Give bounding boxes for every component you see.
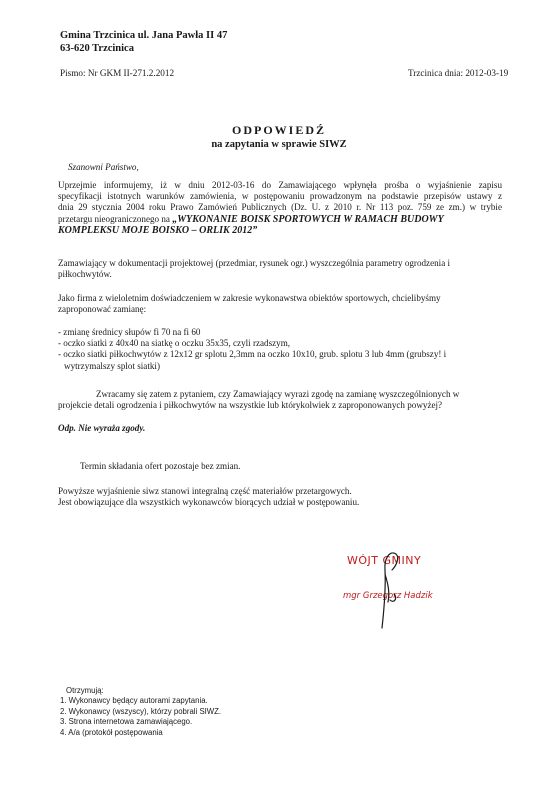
list-item: - zmianę średnicy słupów fi 70 na fi 60: [58, 327, 201, 337]
answer: Odp. Nie wyraża zgody.: [58, 423, 146, 433]
intro-paragraph: [58, 180, 502, 236]
project-name-cont: KOMPLEKSU MOJE BOISKO – ORLIK 2012”: [58, 224, 258, 236]
intro-text: przetargu nieograniczonego na: [58, 213, 173, 224]
reference-number: Pismo: Nr GKM II-271.2.2012: [60, 68, 175, 78]
recipient-item: 3. Strona internetowa zamawiającego.: [60, 717, 193, 727]
recipients-heading: Otrzymują:: [66, 686, 104, 695]
recipient-item: 4. A/a (protokół postępowania: [60, 727, 163, 737]
stamp-title: WÓJT GMINY: [347, 554, 422, 567]
para-line: zaproponować zamianę:: [58, 304, 147, 315]
list-item: - oczko siatki piłkochwytów z 12x12 gr splotu 2,3mm na oczko 10x10, grub. splotu 3 lub 4mm (grubszy! i: [58, 349, 447, 360]
recipient-item: 2. Wykonawcy (wszyscy), którzy pobrali SIWZ.: [60, 706, 222, 716]
question-paragraph: [58, 389, 459, 411]
recipient-item: 1. Wykonawcy będący autorami zapytania.: [60, 696, 208, 706]
recipients-list: [60, 686, 221, 738]
sender-address-line2: 63-620 Trzcinica: [60, 43, 134, 54]
document-title: ODPOWIEDŹ: [231, 123, 326, 137]
para-line: piłkochwytów.: [58, 269, 112, 280]
para-documentation: [58, 258, 450, 280]
closing-line: Powyższe wyjaśnienie siwz stanowi integralną część materiałów przetargowych.: [58, 486, 352, 496]
intro-line: Uprzejmie informujemy, iż w dniu 2012-03-16 do Zamawiającego wpłynęła prośba o wyjaśnienie zapisu: [58, 180, 502, 190]
intro-line: specyfikacji istotnych warunków zamówienia, w postępowaniu prowadzonym na podstawie przepisów ustawy z: [58, 191, 502, 202]
intro-line: dnia 29 stycznia 2004 roku Prawo Zamówień Publicznych (Dz. U. z 2010 r. Nr 113 poz. 759 ze zm.) w trybie: [58, 202, 502, 213]
letter-date: Trzcinica dnia: 2012-03-19: [408, 68, 509, 78]
list-item: - oczko siatki z 40x40 na siatkę o oczku 35x35, czyli rzadszym,: [58, 338, 291, 349]
project-name: „WYKONANIE BOISK SPORTOWYCH W RAMACH BUDOWY: [172, 213, 444, 225]
deadline-note: Termin składania ofert pozostaje bez zmian.: [80, 461, 241, 471]
list-item: wytrzymalszy splot siatki): [64, 360, 160, 371]
closing-line: Jest obowiązujące dla wszystkich wykonawców biorących udział w postępowaniu.: [58, 497, 360, 508]
question-line: Zwracamy się zatem z pytaniem, czy Zamawiający wyrazi zgodę na zamianę wyszczególnionych w: [96, 389, 460, 399]
proposed-changes-list: [58, 327, 446, 372]
closing-paragraph: [58, 486, 359, 508]
handwritten-signature: [360, 540, 420, 640]
intro-line: [58, 214, 502, 225]
stamp-name: mgr Grzegorz Hadzik: [343, 591, 433, 601]
sender-address-line1: Gmina Trzcinica ul. Jana Pawła II 47: [60, 30, 228, 41]
salutation: Szanowni Państwo,: [68, 162, 139, 172]
document-subtitle: na zapytania w sprawie SIWZ: [211, 139, 347, 150]
para-line: Zamawiający w dokumentacji projektowej (przedmiar, rysunek ogr.) wyszczególnia parametry ogrodzenia i: [58, 258, 451, 268]
para-line: Jako firma z wieloletnim doświadczeniem w zakresie wykonawstwa obiektów sportowych, chcielibyśmy: [58, 293, 441, 303]
para-proposal: [58, 293, 441, 315]
question-line: projekcie detali ogrodzenia i piłkochwytów na wszystkie lub którykolwiek z zaproponowanych powyżej?: [58, 400, 443, 411]
